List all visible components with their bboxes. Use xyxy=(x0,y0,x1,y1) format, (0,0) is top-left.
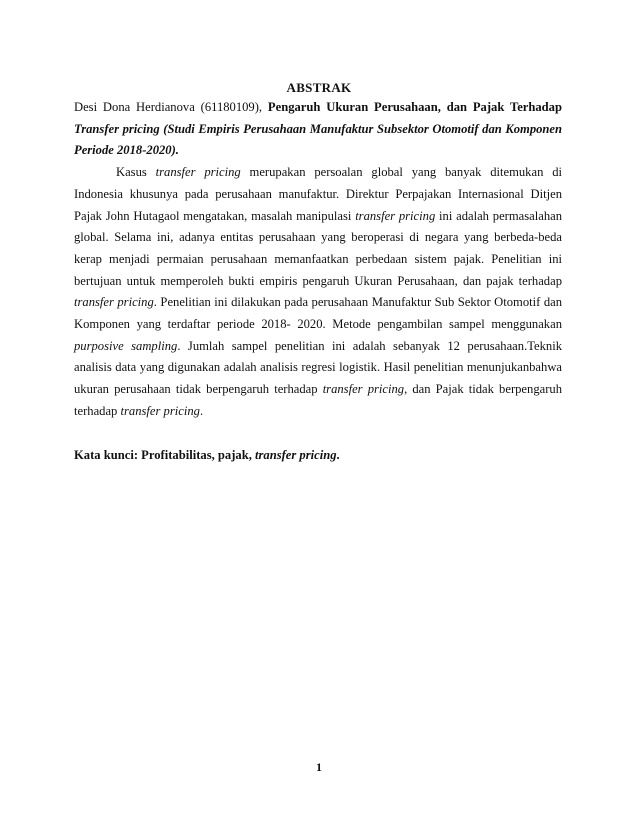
study-description: (Studi Empiris Perusahaan Manufaktur Subsektor Otomotif dan Komponen Periode 2018-2020). xyxy=(74,121,563,158)
abstract-body xyxy=(74,97,562,466)
abstract-text: ini adalah permasalahan global. Selama ini, adanya entitas perusahaan yang beroperasi di negara yang berbeda-beda kerap menjadi permaian perusahaan memanfaatkan perbedaan sistem pajak. Penelitian ini bertujuan untuk memperoleh bukti empiris pengaruh Ukuran Perusahaan, dan pajak terhadap xyxy=(74,208,562,288)
abstract-term: purposive sampling xyxy=(74,338,178,353)
abstract-term: transfer pricing xyxy=(355,208,436,223)
abstract-title: ABSTRAK xyxy=(286,80,352,95)
abstract-term: transfer pricing xyxy=(74,295,154,310)
abstract-text: merupakan persoalan global yang banyak ditemukan di Indonesia khusunya pada perusahaan manufaktur. Direktur Perpajakan Internasional Ditjen Pajak John Hutagaol mengatakan, masalah manipulasi xyxy=(74,165,562,223)
author-citation: Desi Dona Herdianova (61180109), xyxy=(74,100,268,114)
abstract-term: transfer pricing xyxy=(155,165,241,180)
thesis-title-italic: Transfer pricing xyxy=(74,121,160,136)
abstract-term: transfer pricing xyxy=(322,382,405,397)
citation-header xyxy=(74,97,562,162)
abstract-text: . Jumlah sampel penelitian ini adalah sebanyak 12 perusahaan.Teknik analisis data yang digunakan adalah analisis regresi logistik. Hasil penelitian menunjukanbahwa ukuran perusahaan tidak berpengaruh terhadap xyxy=(74,338,563,397)
abstract-text: . xyxy=(199,403,204,418)
thesis-title: Pengaruh Ukuran Perusahaan, dan Pajak Terhadap xyxy=(267,100,562,114)
abstract-text: , dan Pajak tidak berpengaruh terhadap xyxy=(74,382,562,418)
keywords-line xyxy=(74,445,562,467)
abstract-paragraph xyxy=(74,162,562,422)
page-number: 1 xyxy=(316,760,322,774)
abstract-text: Kasus xyxy=(116,165,156,180)
keywords-label: Kata kunci: Profitabilitas, pajak, xyxy=(74,447,255,462)
abstract-term: transfer pricing xyxy=(120,403,200,418)
abstract-text: . Penelitian ini dilakukan pada perusahaan Manufaktur Sub Sektor Otomotif dan Komponen yang terdaftar periode 2018- 2020. Metode pengambilan sampel menggunakan xyxy=(74,295,563,332)
keywords-end: . xyxy=(336,447,340,462)
keywords-term: transfer pricing xyxy=(255,447,337,462)
